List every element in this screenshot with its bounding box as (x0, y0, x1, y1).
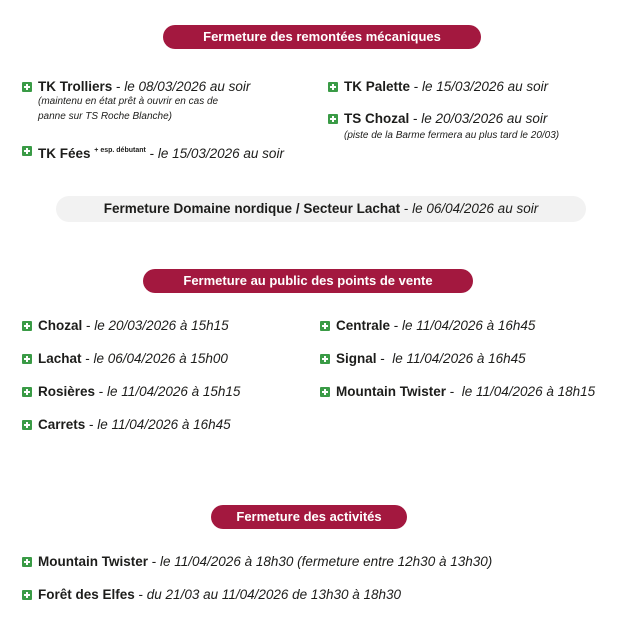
sales-name: Lachat (38, 351, 82, 366)
activity-date: du 21/03 au 11/04/2026 de 13h30 à 18h30 (146, 587, 402, 602)
sales-name: Centrale (336, 318, 391, 333)
sales-name: Carrets (38, 417, 86, 432)
separator: - (82, 318, 95, 333)
sales-name: Mountain Twister (336, 384, 446, 399)
separator: - (134, 587, 147, 602)
lift-date: le 15/03/2026 au soir (157, 146, 284, 161)
plus-bullet-icon (320, 387, 330, 397)
separator: - (390, 318, 403, 333)
sales-date: le 11/04/2026 à 16h45 (392, 351, 526, 366)
lift-item-tk-trolliers (38, 79, 250, 95)
activity-item-mountain-twister (38, 554, 492, 570)
activity-date: le 11/04/2026 à 18h30 (fermeture entre 12h30 à 13h30) (160, 554, 493, 569)
lift-suffix: + esp. débutant (94, 147, 146, 154)
sales-name: Rosières (38, 384, 96, 399)
sales-date: le 11/04/2026 à 15h15 (107, 384, 241, 399)
lift-item-tk-palette (344, 79, 548, 95)
nordic-date: le 06/04/2026 au soir (412, 201, 539, 216)
sales-item-mountain-twister (336, 384, 595, 400)
sales-item-lachat (38, 351, 228, 367)
plus-bullet-icon (328, 114, 338, 124)
nordic-closure-banner (56, 196, 586, 222)
section-title-lifts: Fermeture des remontées mécaniques (163, 25, 481, 49)
plus-bullet-icon (22, 354, 32, 364)
plus-bullet-icon (22, 82, 32, 92)
nordic-label: Fermeture Domaine nordique / Secteur Lachat (103, 201, 401, 216)
plus-bullet-icon (22, 557, 32, 567)
lift-date: le 08/03/2026 au soir (124, 79, 251, 94)
sales-item-chozal (38, 318, 229, 334)
lift-name: TS Chozal (344, 111, 410, 126)
plus-bullet-icon (22, 387, 32, 397)
separator: - (148, 554, 160, 569)
sales-item-rosieres (38, 384, 240, 400)
sales-date: le 11/04/2026 à 18h15 (461, 384, 596, 399)
plus-bullet-icon (320, 321, 330, 331)
plus-bullet-icon (22, 321, 32, 331)
activity-name: Mountain Twister (38, 554, 148, 569)
lift-name: TK Fées (38, 146, 91, 161)
separator: - (400, 201, 413, 216)
separator: - (85, 417, 98, 432)
activity-item-foret-des-elfes (38, 587, 401, 603)
separator: - (145, 146, 158, 161)
activity-name: Forêt des Elfes (38, 587, 135, 602)
separator: - (112, 79, 125, 94)
section-title-sales-points: Fermeture au public des points de vente (143, 269, 473, 293)
sales-date: le 20/03/2026 à 15h15 (94, 318, 229, 333)
sales-item-centrale (336, 318, 535, 334)
separator: - (446, 384, 462, 399)
lift-date: le 15/03/2026 au soir (422, 79, 549, 94)
separator: - (410, 79, 423, 94)
plus-bullet-icon (22, 590, 32, 600)
sales-item-signal (336, 351, 526, 367)
plus-bullet-icon (320, 354, 330, 364)
lift-item-tk-fees (38, 143, 284, 162)
sales-date: le 11/04/2026 à 16h45 (97, 417, 231, 432)
plus-bullet-icon (328, 82, 338, 92)
lift-name: TK Palette (344, 79, 411, 94)
sales-name: Signal (336, 351, 377, 366)
separator: - (95, 384, 108, 399)
sales-item-carrets (38, 417, 231, 433)
lift-note: (maintenu en état prêt à ouvrir en cas de (38, 96, 219, 107)
separator: - (376, 351, 393, 366)
lift-note: panne sur TS Roche Blanche) (38, 111, 172, 122)
sales-date: le 06/04/2026 à 15h00 (93, 351, 228, 366)
section-title-activities: Fermeture des activités (211, 505, 407, 529)
separator: - (409, 111, 422, 126)
plus-bullet-icon (22, 146, 32, 156)
lift-item-ts-chozal (344, 111, 547, 127)
lift-name: TK Trolliers (38, 79, 113, 94)
separator: - (81, 351, 94, 366)
lift-note: (piste de la Barme fermera au plus tard le 20/03) (344, 130, 560, 141)
sales-name: Chozal (38, 318, 83, 333)
sales-date: le 11/04/2026 à 16h45 (402, 318, 536, 333)
lift-date: le 20/03/2026 au soir (421, 111, 548, 126)
plus-bullet-icon (22, 420, 32, 430)
